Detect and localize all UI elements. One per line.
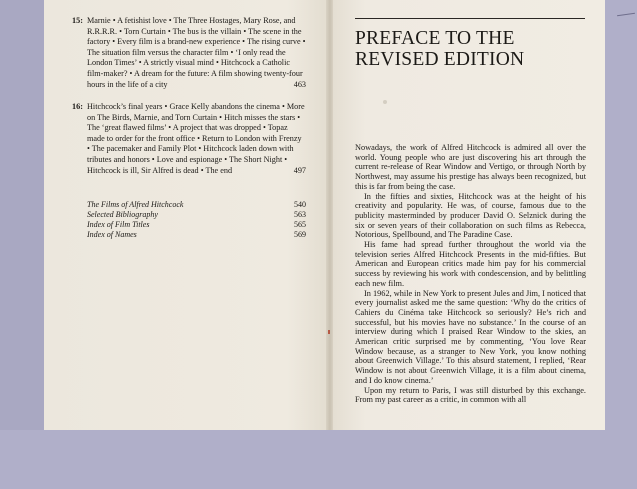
preface-title-line: REVISED EDITION — [355, 49, 525, 70]
back-matter-title: The Films of Alfred Hitchcock — [87, 200, 184, 209]
back-matter-title: Index of Names — [87, 230, 137, 239]
preface-title-line: PREFACE TO THE — [355, 28, 515, 49]
back-matter-page: 540 — [294, 200, 306, 209]
preface-body — [355, 143, 586, 405]
toc-entry-16 — [72, 102, 306, 176]
toc-entry-page: 497 — [293, 165, 306, 175]
back-matter-page: 563 — [294, 210, 306, 219]
back-matter-page: 565 — [294, 220, 306, 229]
back-matter-item — [87, 230, 306, 240]
back-matter-item — [87, 200, 306, 210]
preface-paragraph: His fame had spread further throughout the world via the television series Alfred Hitchcock Presents in the mid-fifties. But American and European critics made him pay for his commercial success by reviewing his work with condescension, and by belittling each new film. — [355, 240, 586, 288]
toc-entry-text — [87, 16, 306, 90]
paper-spot — [383, 100, 387, 104]
preface-paragraph: Nowadays, the work of Alfred Hitchcock is admired all over the world. Young people who are just discovering his art through the current re-release of Rear Window and Vertigo, or through North by Northwest, may assume his prestige has always been recognized, but this is far from being the case. — [355, 143, 586, 191]
toc-entry-number: 16: — [72, 102, 83, 111]
toc-entry-15 — [72, 16, 306, 90]
back-matter-page: 569 — [294, 230, 306, 239]
back-matter-item — [87, 220, 306, 230]
toc-entry-page: 463 — [293, 79, 306, 89]
desk-shadow — [0, 0, 44, 430]
toc-entry-items: Hitchcock’s final years • Grace Kelly abandons the cinema • More on The Birds, Marnie, and Torn Curtain • Hitch misses the stars • The ‘great flawed films’ • A project that was dropped • Topaz made to order for the front office • Return to London with Frenzy • The pacemaker and Family Plot • Hitchcock laden down with tributes and honors • Love and espionage • The Short Night • Hitchcock is ill, Sir Alfred is dead • The end — [87, 102, 305, 175]
preface-paragraph: In the fifties and sixties, Hitchcock was at the height of his creativity and popularity. He was, of course, famous due to the publicity masterminded by producer David O. Selznick during the six or seven years of their collaboration on such films as Rebecca, Notorious, Spellbound, and The Paradine Case. — [355, 191, 586, 240]
toc-entry-text — [87, 102, 306, 176]
toc-entry-items: Marnie • A fetishist love • The Three Hostages, Mary Rose, and R.R.R.R. • Torn Curtain • The bus is the villain • The scene in the factory • Every film is a brand-new experience • The rising curve • The situation film versus the character film • ‘I only read the London Times’ • A strictly visual mind • Hitchcock a Catholic film-maker? • A dream for the future: A film showing twenty-four hours in the life of a city — [87, 16, 306, 89]
desk-background — [605, 0, 637, 430]
header-rule — [355, 18, 585, 19]
back-matter-list — [87, 200, 306, 240]
ink-speck — [328, 330, 330, 334]
back-matter-title: Index of Film Titles — [87, 220, 150, 229]
back-matter-item — [87, 210, 306, 220]
preface-title — [355, 28, 595, 70]
back-matter-title: Selected Bibliography — [87, 210, 158, 219]
preface-paragraph: In 1962, while in New York to present Jules and Jim, I noticed that every journalist asked me the same question: ‘Why do the critics of Cahiers du Cinéma take Hitchcock so seriously? He’s rich and successful, but his movies have no substance.’ In the course of an interview during which I praised Rear Window to the skies, an American critic surprised me by commenting, ‘You love Rear Window because, as a stranger to New York, you know nothing about Greenwich Village.’ To this absurd statement, I replied, ‘Rear Window is not about Greenwich Village, it is a film about cinema, and I do know cinema.’ — [355, 288, 586, 385]
preface-paragraph: Upon my return to Paris, I was still disturbed by this exchange. From my past career as a critic, in common with all — [355, 385, 586, 405]
toc-entry-number: 15: — [72, 16, 83, 25]
